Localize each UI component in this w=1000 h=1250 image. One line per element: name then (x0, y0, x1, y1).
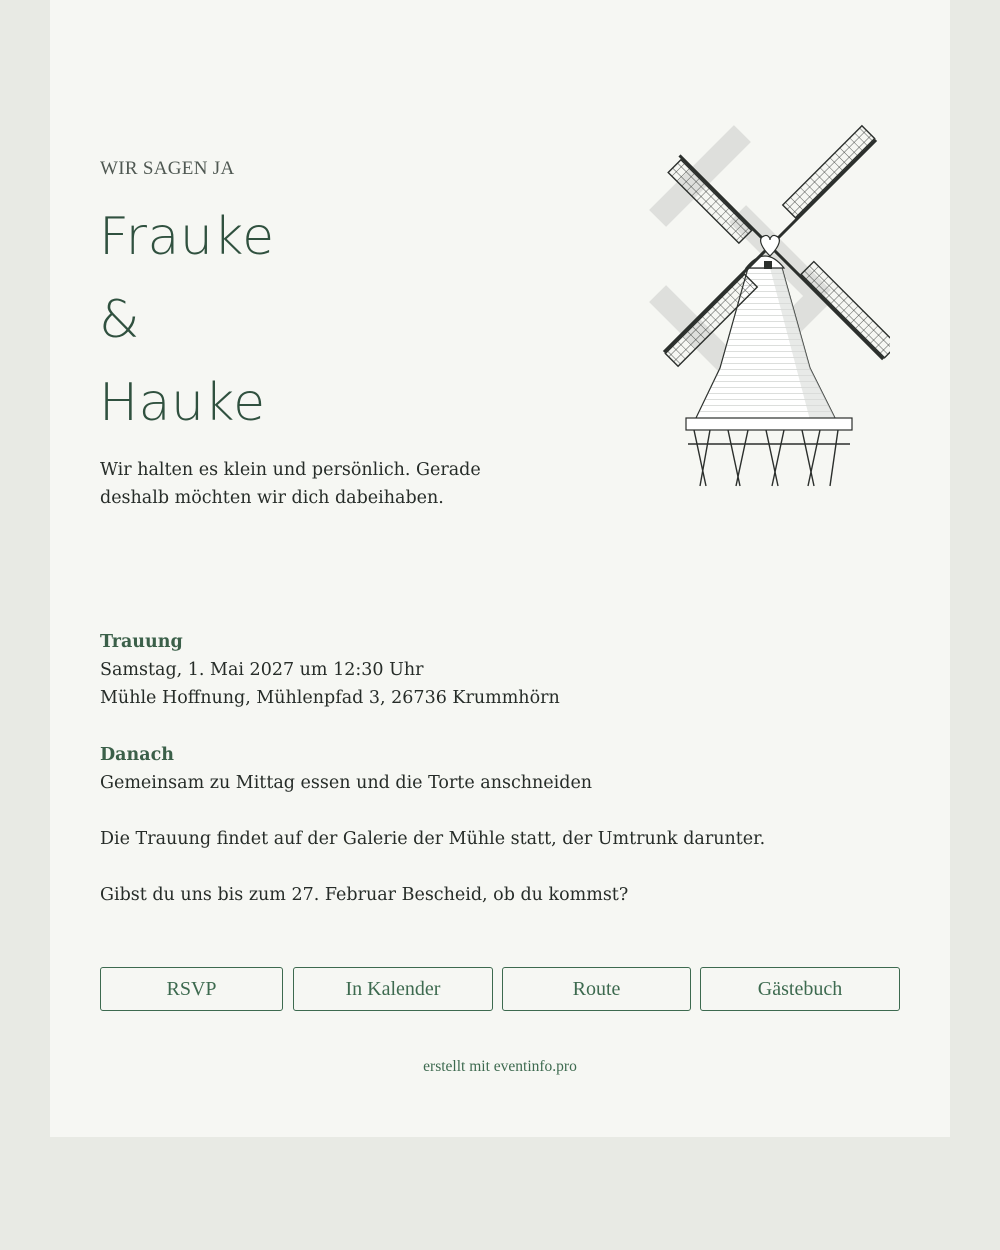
ceremony-title: Trauung (100, 632, 183, 652)
after-text: Gemeinsam zu Mittag essen und die Torte anschneiden (100, 773, 593, 793)
footer-credit[interactable]: erstellt mit eventinfo.pro (423, 1058, 577, 1075)
after-title: Danach (100, 745, 174, 765)
venue-note: Die Trauung findet auf der Galerie der Mühle statt, der Umtrunk darunter. (100, 829, 766, 849)
name-second: Hauke (99, 373, 266, 433)
action-buttons (100, 967, 900, 1014)
rsvp-button[interactable]: RSVP (100, 967, 283, 1011)
rsvp-question: Gibst du uns bis zum 27. Februar Bescheid, ob du kommst? (100, 885, 629, 905)
ampersand: & (99, 290, 141, 350)
windmill-icon (570, 118, 890, 508)
ceremony-place: Mühle Hoffnung, Mühlenpfad 3, 26736 Krummhörn (100, 688, 560, 708)
guestbook-button[interactable]: Gästebuch (700, 967, 900, 1011)
ceremony-date: Samstag, 1. Mai 2027 um 12:30 Uhr (100, 660, 424, 680)
route-button[interactable]: Route (502, 967, 691, 1011)
name-first: Frauke (99, 207, 275, 267)
add-to-calendar-button[interactable]: In Kalender (293, 967, 493, 1011)
couple-names (99, 196, 275, 445)
invitation-card (50, 0, 950, 1137)
intro-text: Wir halten es klein und persönlich. Gerade deshalb möchten wir dich dabeihaben. (100, 460, 481, 508)
eyebrow-text: WIR SAGEN JA (100, 158, 235, 179)
